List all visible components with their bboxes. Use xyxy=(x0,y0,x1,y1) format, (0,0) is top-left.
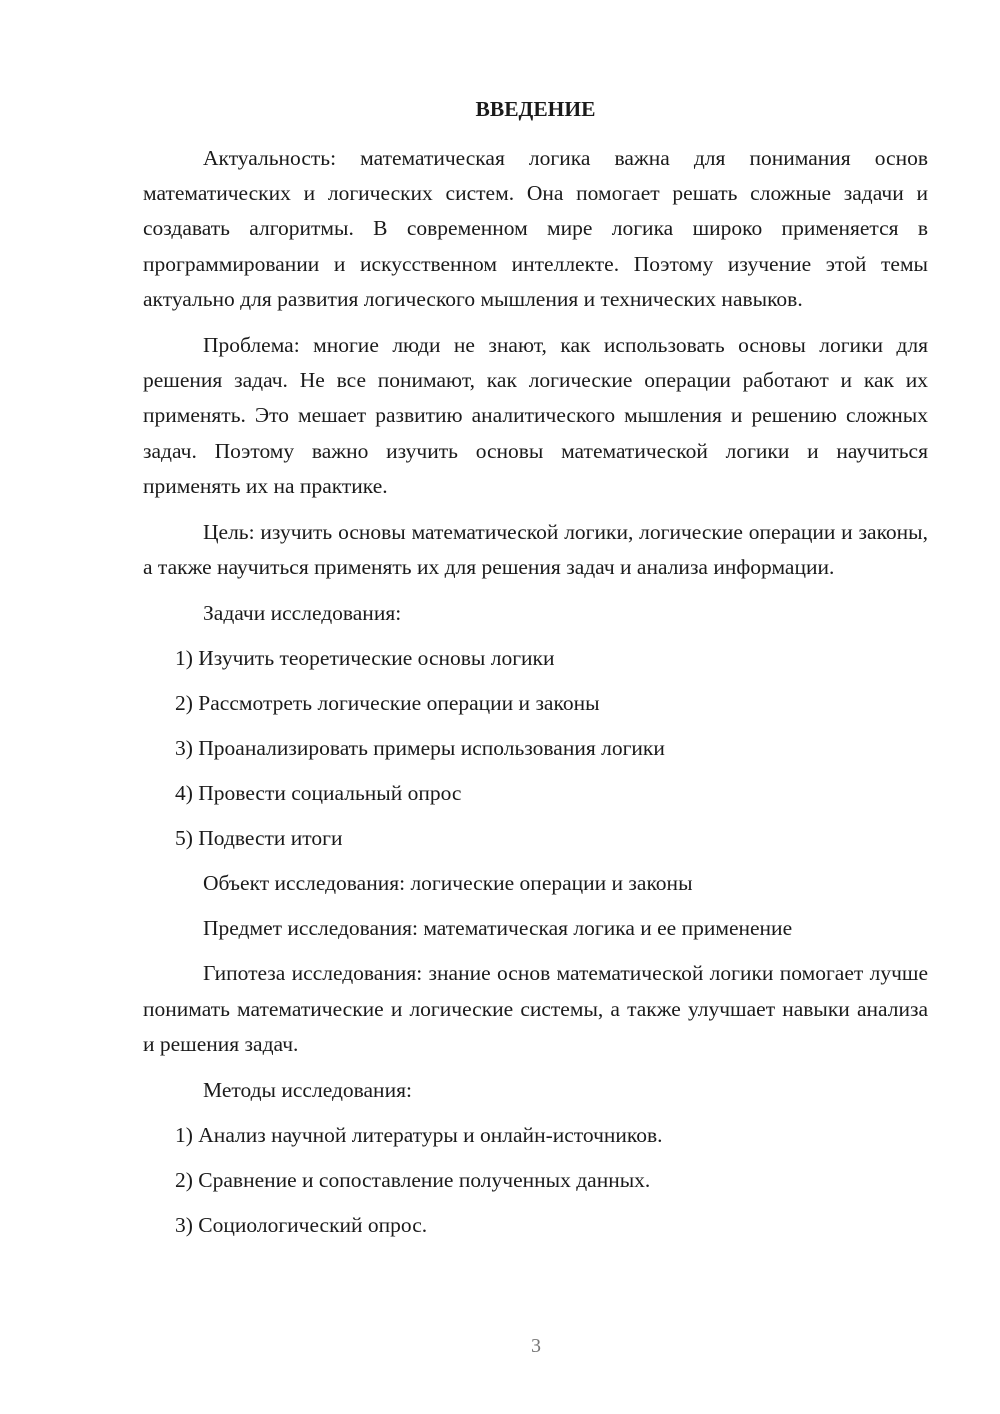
task-item: 3) Проанализировать примеры использования логики xyxy=(175,736,665,761)
tasks-label: Задачи исследования: xyxy=(203,601,402,626)
page-title: ВВЕДЕНИЕ xyxy=(475,97,596,121)
task-item: 1) Изучить теоретические основы логики xyxy=(175,646,555,671)
problem-paragraph: Проблема: многие люди не знают, как использовать основы логики для решения задач. Не все понимают, как логические операции работают и как их применять. Это мешает развитию аналитического мышления и решению сложных задач. Поэтому важно изучить основы математической логики и научиться применять их на практике. xyxy=(143,333,928,498)
relevance-paragraph: Актуальность: математическая логика важна для понимания основ математических и логических систем. Она помогает решать сложные задачи и создавать алгоритмы. В современном мире логика широко применяется в программировании и искусственном интеллекте. Поэтому изучение этой темы актуально для развития логического мышления и технических навыков. xyxy=(143,146,928,311)
research-object: Объект исследования: логические операции и законы xyxy=(203,871,693,896)
goal-paragraph: Цель: изучить основы математической логики, логические операции и законы, а также научиться применять их для решения задач и анализа информации. xyxy=(143,520,928,580)
task-item: 2) Рассмотреть логические операции и законы xyxy=(175,691,600,716)
task-item: 5) Подвести итоги xyxy=(175,826,343,851)
method-item: 3) Социологический опрос. xyxy=(175,1213,428,1238)
task-item: 4) Провести социальный опрос xyxy=(175,781,462,806)
page-number: 3 xyxy=(531,1335,541,1357)
methods-label: Методы исследования: xyxy=(203,1078,412,1103)
research-subject: Предмет исследования: математическая логика и ее применение xyxy=(203,916,793,941)
method-item: 1) Анализ научной литературы и онлайн-источников. xyxy=(175,1123,663,1148)
document-page xyxy=(143,92,928,1253)
method-item: 2) Сравнение и сопоставление полученных данных. xyxy=(175,1168,651,1193)
hypothesis-paragraph: Гипотеза исследования: знание основ математической логики помогает лучше понимать математические и логические системы, а также улучшает навыки анализа и решения задач. xyxy=(143,961,928,1056)
